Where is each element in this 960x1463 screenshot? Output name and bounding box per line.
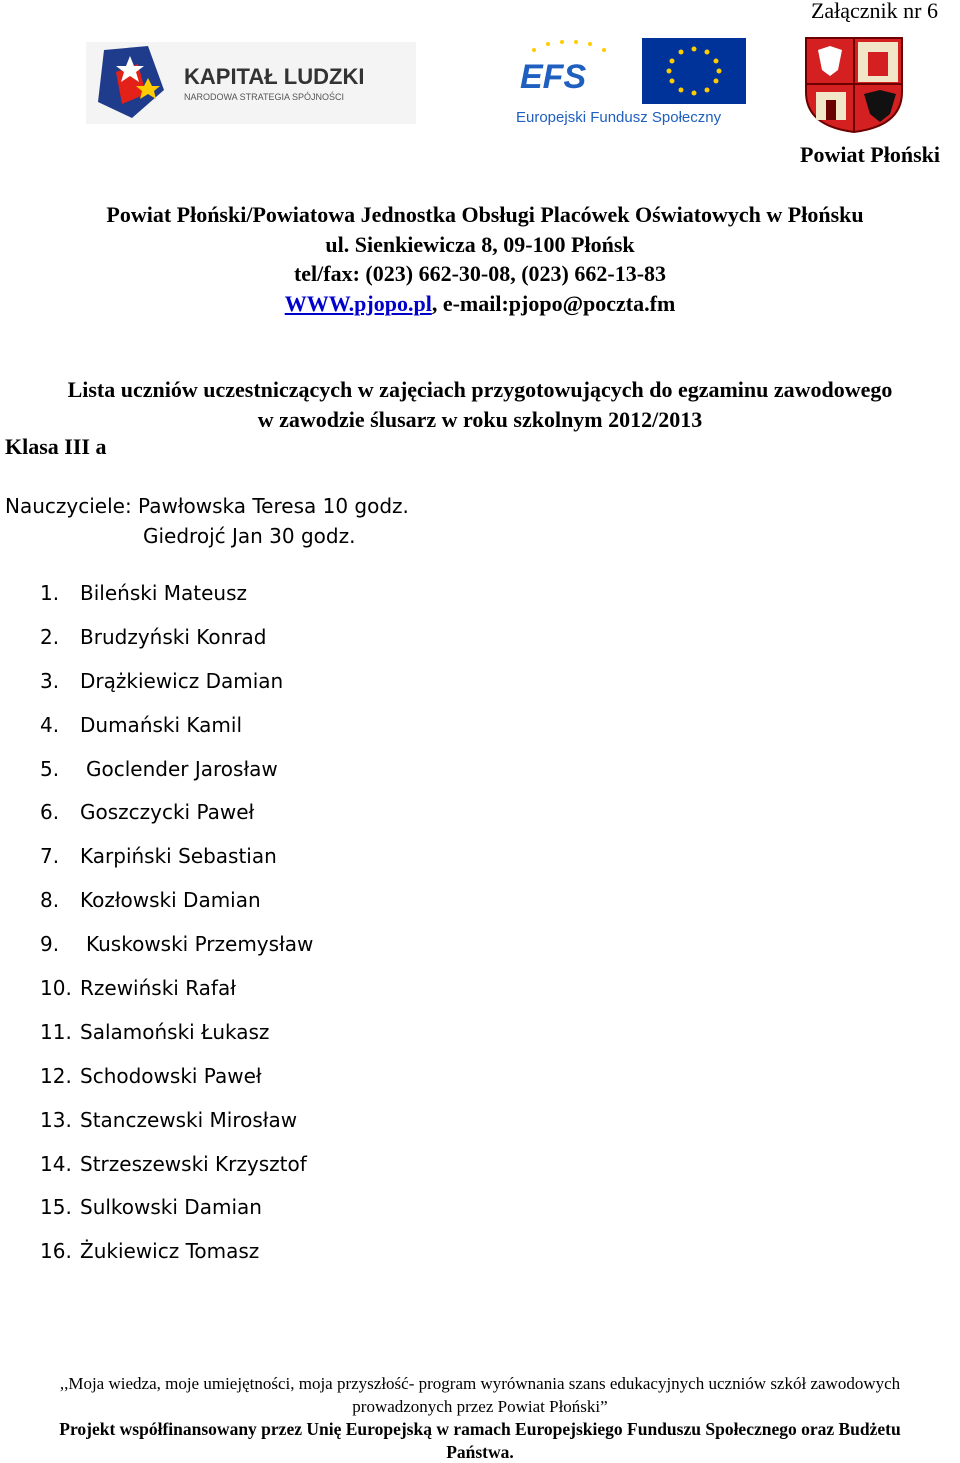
teachers-block bbox=[5, 492, 409, 551]
item-number: 11. bbox=[40, 1017, 80, 1047]
list-item bbox=[40, 754, 313, 798]
item-number: 9. bbox=[40, 929, 80, 959]
item-number: 4. bbox=[40, 710, 80, 740]
teacher-line-1: Nauczyciele: Pawłowska Teresa 10 godz. bbox=[5, 492, 409, 522]
kapital-ludzki-title: KAPITAŁ LUDZKI bbox=[184, 64, 364, 89]
class-label: Klasa III a bbox=[5, 434, 106, 460]
kapital-ludzki-subtitle: NARODOWA STRATEGIA SPÓJNOŚCI bbox=[184, 91, 344, 102]
list-item bbox=[40, 885, 313, 929]
item-number: 6. bbox=[40, 797, 80, 827]
website-link[interactable]: WWW.pjopo.pl bbox=[285, 291, 432, 316]
powiat-label: Powiat Płoński bbox=[800, 142, 940, 168]
list-item bbox=[40, 1017, 313, 1061]
student-name: Żukiewicz Tomasz bbox=[80, 1239, 259, 1263]
footer-program-line-2: prowadzonych przez Powiat Płoński” bbox=[0, 1396, 960, 1419]
list-item bbox=[40, 1236, 313, 1280]
item-number: 7. bbox=[40, 841, 80, 871]
institution-header bbox=[0, 200, 960, 318]
footer-funding-line-1: Projekt współfinansowany przez Unię Europejską w ramach Europejskiego Funduszu Społecznego oraz Budżetu bbox=[0, 1418, 960, 1441]
list-item bbox=[40, 797, 313, 841]
footer-program-line-1: ,,Moja wiedza, moje umiejętności, moja przyszłość- program wyrównania szans edukacyjnych uczniów szkół zawodowych bbox=[0, 1373, 960, 1396]
coat-of-arms-icon bbox=[802, 34, 906, 134]
efs-text: EFS bbox=[520, 58, 586, 96]
institution-address: ul. Sienkiewicza 8, 09-100 Płońsk bbox=[0, 230, 960, 260]
list-item bbox=[40, 973, 313, 1017]
item-number: 3. bbox=[40, 666, 80, 696]
student-name: Brudzyński Konrad bbox=[80, 625, 266, 649]
footer bbox=[0, 1373, 960, 1463]
student-list bbox=[40, 578, 313, 1280]
list-item bbox=[40, 666, 313, 710]
item-number: 2. bbox=[40, 622, 80, 652]
item-number: 10. bbox=[40, 973, 80, 1003]
item-number: 5. bbox=[40, 754, 80, 784]
item-number: 12. bbox=[40, 1061, 80, 1091]
student-name: Kuskowski Przemysław bbox=[80, 932, 313, 956]
student-name: Stanczewski Mirosław bbox=[80, 1108, 297, 1132]
list-item bbox=[40, 929, 313, 973]
teacher-line-2: Giedrojć Jan 30 godz. bbox=[5, 522, 409, 552]
institution-contact bbox=[0, 289, 960, 319]
title-line-1: Lista uczniów uczestniczących w zajęciach przygotowujących do egzaminu zawodowego bbox=[0, 375, 960, 405]
efs-logo bbox=[512, 30, 752, 130]
list-item bbox=[40, 1149, 313, 1193]
item-number: 8. bbox=[40, 885, 80, 915]
item-number: 13. bbox=[40, 1105, 80, 1135]
student-name: Dumański Kamil bbox=[80, 713, 242, 737]
student-name: Goszczycki Paweł bbox=[80, 800, 254, 824]
student-name: Strzeszewski Krzysztof bbox=[80, 1152, 307, 1176]
student-name: Salamoński Łukasz bbox=[80, 1020, 269, 1044]
item-number: 16. bbox=[40, 1236, 80, 1266]
list-item bbox=[40, 622, 313, 666]
list-item bbox=[40, 1105, 313, 1149]
document-title bbox=[0, 375, 960, 434]
institution-email: , e-mail:pjopo@poczta.fm bbox=[432, 291, 675, 316]
annex-label: Załącznik nr 6 bbox=[811, 0, 938, 24]
student-name: Schodowski Paweł bbox=[80, 1064, 262, 1088]
kapital-ludzki-logo bbox=[86, 42, 416, 124]
list-item bbox=[40, 578, 313, 622]
student-name: Goclender Jarosław bbox=[80, 757, 278, 781]
student-name: Drążkiewicz Damian bbox=[80, 669, 283, 693]
student-name: Bileński Mateusz bbox=[80, 581, 247, 605]
student-name: Rzewiński Rafał bbox=[80, 976, 236, 1000]
student-name: Sulkowski Damian bbox=[80, 1195, 262, 1219]
institution-name: Powiat Płoński/Powiatowa Jednostka Obsługi Placówek Oświatowych w Płońsku bbox=[0, 200, 960, 230]
title-line-2: w zawodzie ślusarz w roku szkolnym 2012/2013 bbox=[0, 405, 960, 435]
list-item bbox=[40, 710, 313, 754]
list-item bbox=[40, 1192, 313, 1236]
footer-funding-line-2: Państwa. bbox=[0, 1441, 960, 1463]
list-item bbox=[40, 841, 313, 885]
efs-caption: Europejski Fundusz Społeczny bbox=[516, 109, 722, 126]
student-name: Kozłowski Damian bbox=[80, 888, 261, 912]
item-number: 1. bbox=[40, 578, 80, 608]
item-number: 14. bbox=[40, 1149, 80, 1179]
item-number: 15. bbox=[40, 1192, 80, 1222]
student-name: Karpiński Sebastian bbox=[80, 844, 277, 868]
list-item bbox=[40, 1061, 313, 1105]
institution-phone: tel/fax: (023) 662-30-08, (023) 662-13-83 bbox=[0, 259, 960, 289]
